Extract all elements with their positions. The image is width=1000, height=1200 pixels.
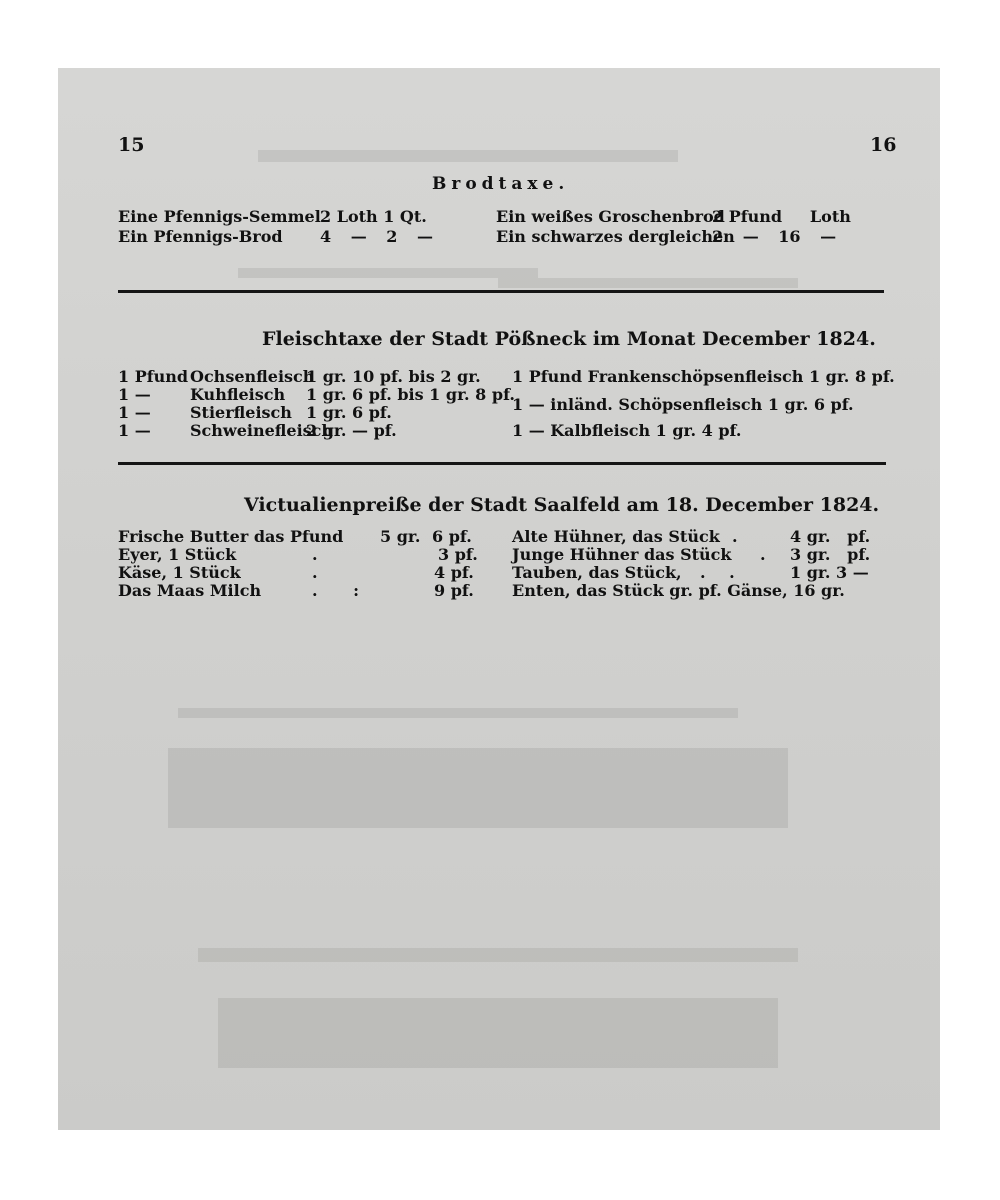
victualien-right-mid: .	[732, 527, 738, 546]
fleisch-left-item: Kuhfleisch	[190, 385, 286, 404]
fleisch-left-price: 2 gr. — pf.	[306, 421, 397, 440]
section-divider	[118, 290, 884, 293]
fleisch-left-item: Schweinefleisch	[190, 421, 334, 440]
bleed-through-block	[258, 150, 678, 162]
victualien-left-item: Das Maas Milch	[118, 581, 262, 600]
victualien-right-item: Enten, das Stück gr. pf. Gänse, 16 gr.	[512, 581, 845, 600]
victualien-left-mid: .	[312, 545, 318, 564]
victualien-right-item: Junge Hühner das Stück	[512, 545, 732, 564]
right-page-number: 16	[870, 134, 897, 156]
brodtaxe-row-2-qty2: 2 — 16 —	[712, 227, 837, 246]
bleed-through-block	[218, 998, 778, 1068]
victualien-left-price: 6 pf.	[432, 527, 472, 546]
fleisch-left-item: Ochsenfleisch	[190, 367, 315, 386]
victualien-left-mid: 5 gr.	[380, 527, 421, 546]
fleisch-right-line: 1 — Kalbfleisch 1 gr. 4 pf.	[512, 421, 742, 440]
fleischtaxe-title: Fleischtaxe der Stadt Pößneck im Monat December 1824.	[262, 328, 876, 350]
victualien-left-item: Käse, 1 Stück	[118, 563, 241, 582]
brodtaxe-row-2-item: Ein Pfennigs-Brod	[118, 227, 283, 246]
victualien-left-item: Frische Butter das Pfund	[118, 527, 344, 546]
bleed-through-block	[498, 278, 798, 288]
section-divider	[118, 462, 886, 465]
victualien-left-price: 4 pf.	[434, 563, 474, 582]
victualien-right-price: 4 gr. pf.	[790, 527, 871, 546]
fleisch-right-line: 1 Pfund Frankenschöpsenfleisch 1 gr. 8 pf.	[512, 367, 895, 386]
fleisch-left-item: Stierfleisch	[190, 403, 292, 422]
brodtaxe-row-1-qty2: 2 Pfund Loth	[712, 207, 851, 226]
fleisch-left-qty: 1 Pfund	[118, 367, 189, 386]
victualien-left-price: 3 pf.	[438, 545, 478, 564]
victualien-right-mid: .	[760, 545, 766, 564]
brodtaxe-row-1-item: Eine Pfennigs-Semmel	[118, 207, 321, 226]
bleed-through-block	[238, 268, 538, 278]
fleisch-right-line: 1 — inländ. Schöpsenfleisch 1 gr. 6 pf.	[512, 395, 854, 414]
victualien-title: Victualienpreiße der Stadt Saalfeld am 18. December 1824.	[244, 494, 880, 516]
fleisch-left-price: 1 gr. 6 pf. bis 1 gr. 8 pf.	[306, 385, 515, 404]
victualien-right-item: Tauben, das Stück,	[512, 563, 682, 582]
victualien-right-item: Alte Hühner, das Stück	[512, 527, 720, 546]
bleed-through-block	[168, 748, 788, 828]
fleisch-left-qty: 1 —	[118, 403, 151, 422]
brodtaxe-row-1-item2: Ein weißes Groschenbrod	[496, 207, 725, 226]
fleisch-left-price: 1 gr. 6 pf.	[306, 403, 392, 422]
bleed-through-block	[198, 948, 798, 962]
fleisch-left-qty: 1 —	[118, 421, 151, 440]
brodtaxe-row-2-item2: Ein schwarzes dergleichen	[496, 227, 735, 246]
bleed-through-block	[178, 708, 738, 718]
fleisch-left-price: 1 gr. 10 pf. bis 2 gr.	[306, 367, 481, 386]
victualien-right-price: 1 gr. 3 —	[790, 563, 869, 582]
brodtaxe-title: Brodtaxe.	[432, 174, 570, 194]
victualien-left-item: Eyer, 1 Stück	[118, 545, 237, 564]
fleisch-left-qty: 1 —	[118, 385, 151, 404]
victualien-left-mid: .	[312, 563, 318, 582]
victualien-left-price: 9 pf.	[434, 581, 474, 600]
victualien-left-mid: . :	[312, 581, 360, 600]
left-page-number: 15	[118, 134, 145, 156]
brodtaxe-row-2-qty: 4 — 2 —	[320, 227, 433, 246]
victualien-right-price: 3 gr. pf.	[790, 545, 871, 564]
brodtaxe-row-1-qty: 2 Loth 1 Qt.	[320, 207, 427, 226]
victualien-right-mid: . .	[700, 563, 735, 582]
